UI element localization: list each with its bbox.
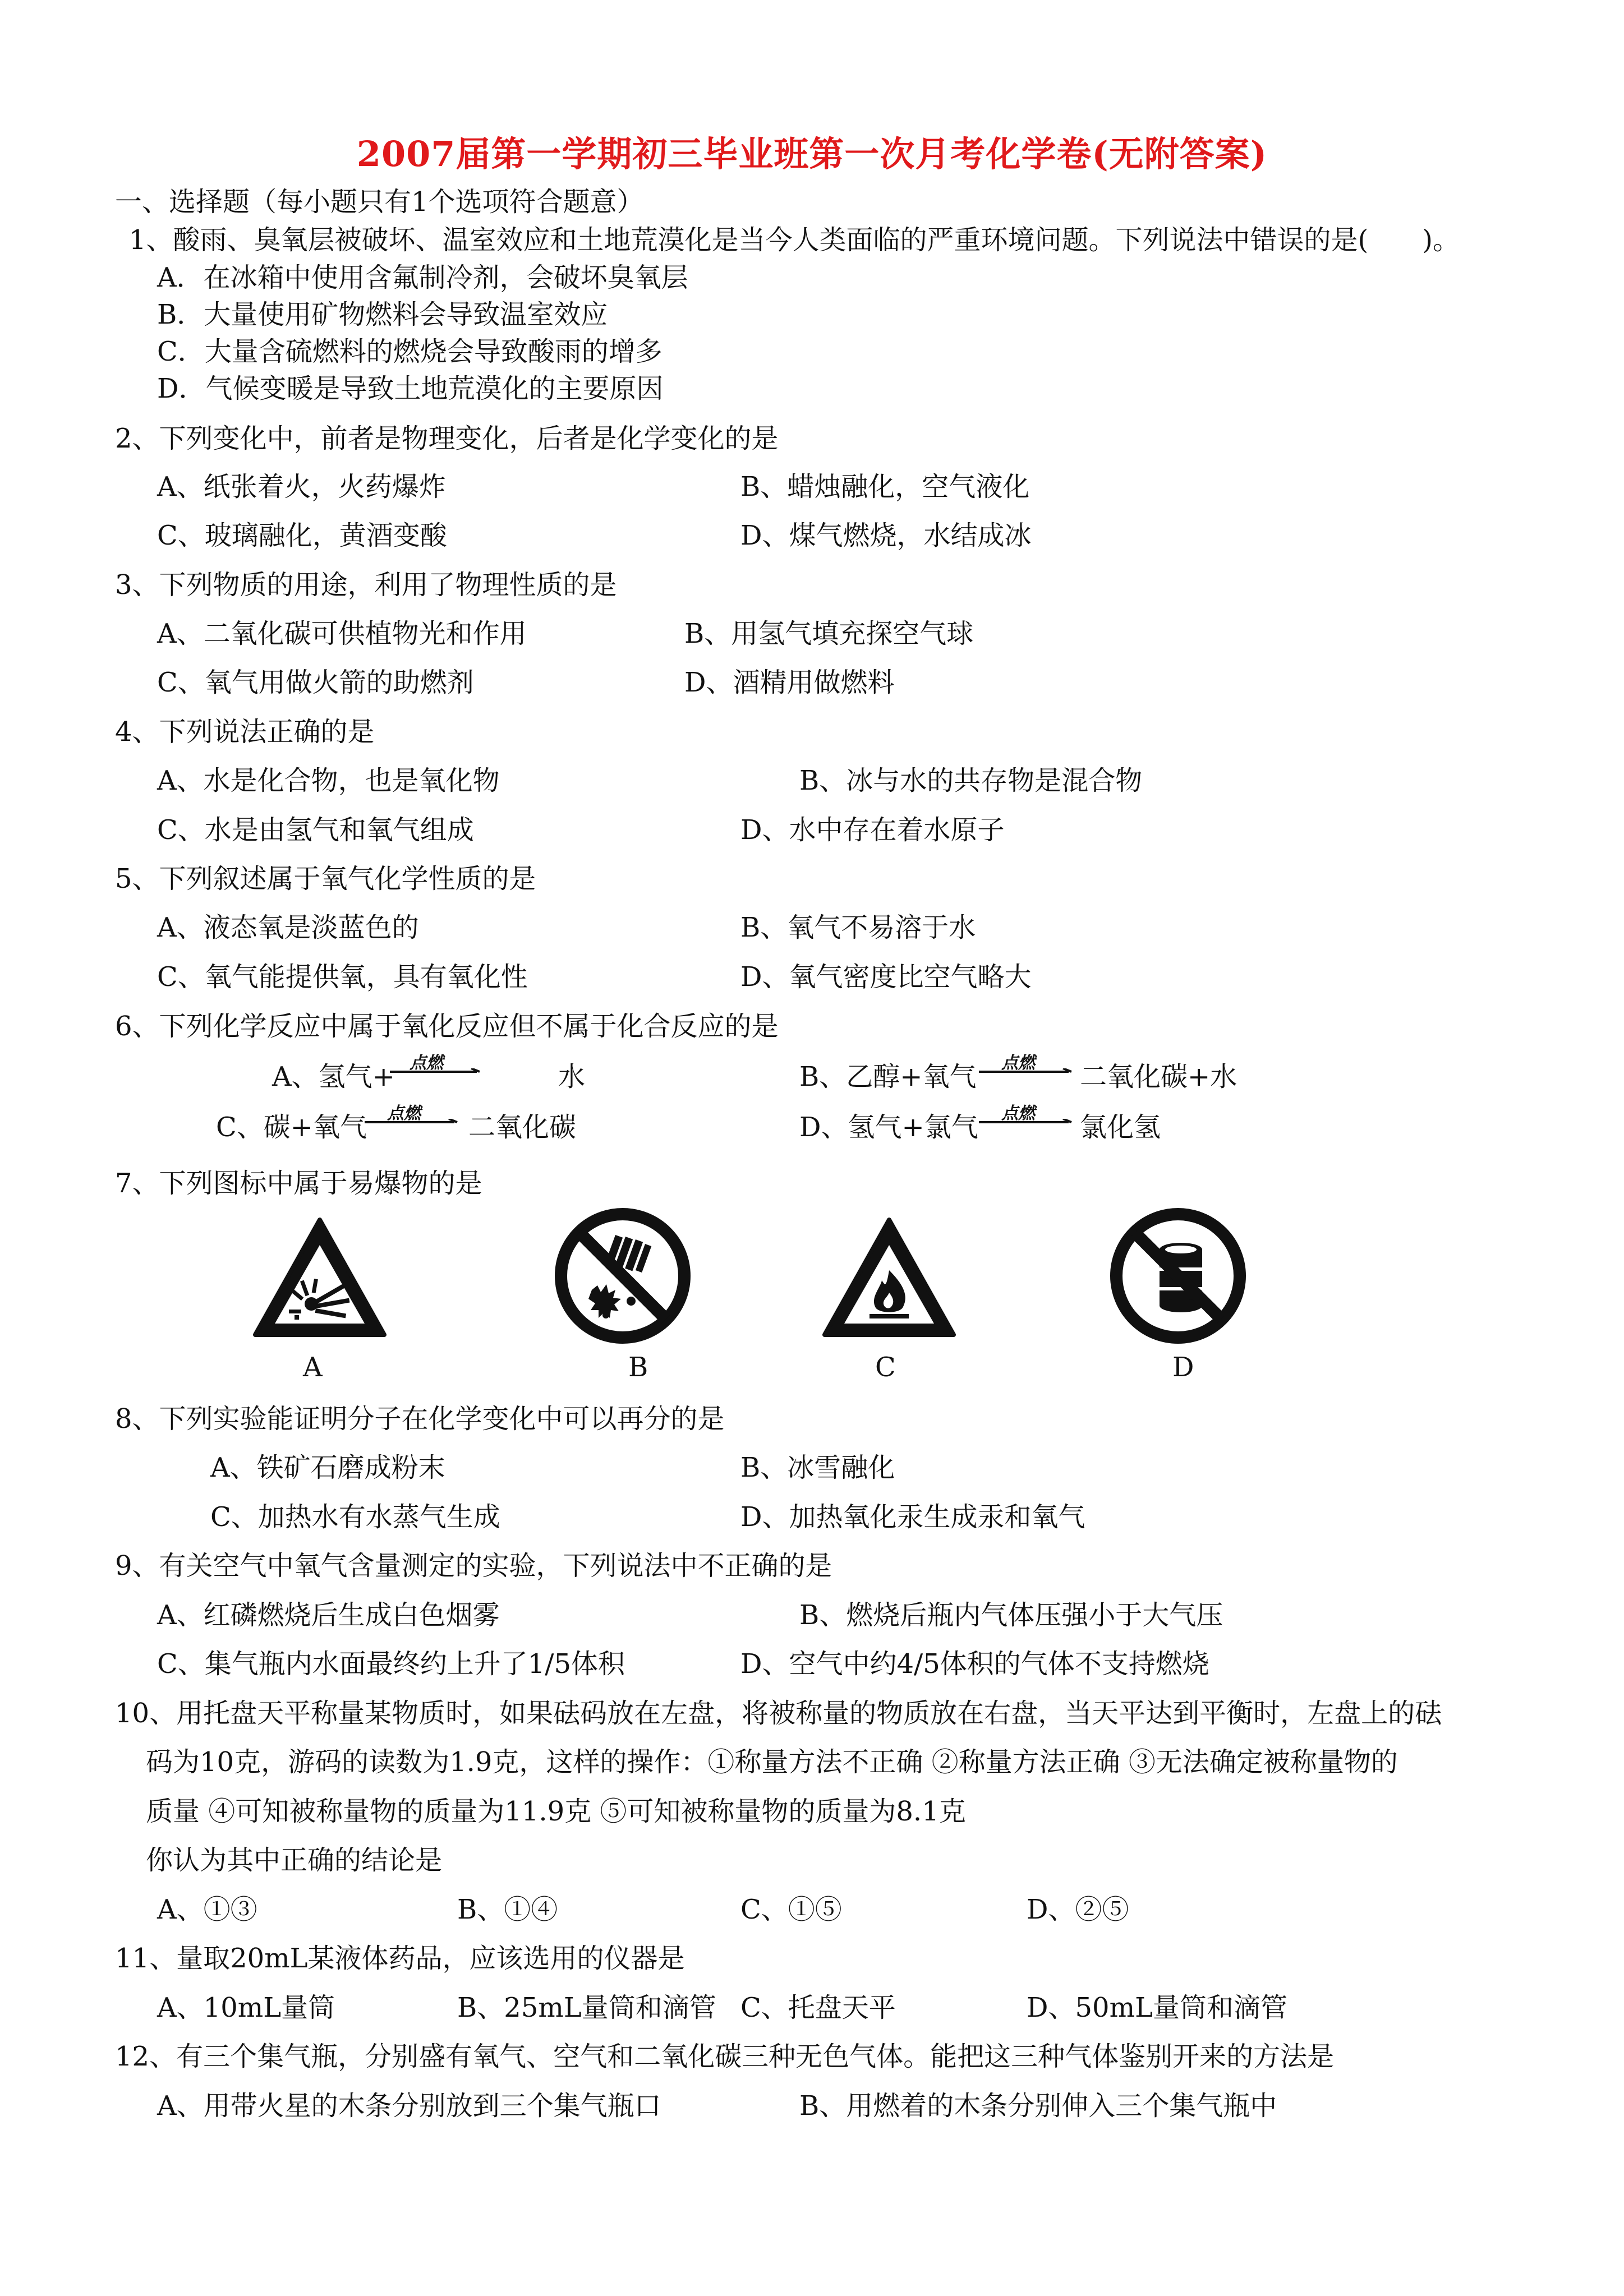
- arrow-icon: [390, 1068, 485, 1080]
- question-3-option-b: B、用氢气填充探空气球: [684, 618, 974, 649]
- question-8-option-b: B、冰雪融化: [740, 1452, 895, 1483]
- question-11-option-d: D、50mL量筒和滴管: [1027, 1992, 1287, 2023]
- question-10-line-1: 10、用托盘天平称量某物质时，如果砝码放在左盘，将被称量的物质放在右盘，当天平达到平衡时，左盘上的砝: [115, 1698, 1442, 1729]
- reaction-arrow-c: [365, 1099, 463, 1133]
- question-2-stem: 2、下列变化中，前者是物理变化，后者是化学变化的是: [115, 423, 779, 454]
- question-5-option-d: D、氧气密度比空气略大: [740, 961, 1032, 993]
- icon-label-c: C: [875, 1352, 896, 1383]
- reaction-condition-d: 点燃: [1001, 1104, 1035, 1123]
- question-4-stem: 4、下列说法正确的是: [115, 716, 375, 748]
- question-1-option-d: D．气候变暖是导致土地荒漠化的主要原因: [157, 373, 664, 404]
- question-4-option-b: B、冰与水的共存物是混合物: [799, 765, 1143, 796]
- explosive-warning-icon: [250, 1214, 390, 1340]
- question-6-option-a-products: 水: [558, 1061, 586, 1092]
- question-7-stem: 7、下列图标中属于易爆物的是: [115, 1168, 482, 1199]
- question-9-stem: 9、有关空气中氧气含量测定的实验，下列说法中不正确的是: [115, 1550, 832, 1582]
- question-8-option-c: C、加热水有水蒸气生成: [210, 1501, 500, 1533]
- question-5-stem: 5、下列叙述属于氧气化学性质的是: [115, 863, 536, 895]
- question-10-option-c: C、①⑤: [740, 1894, 842, 1925]
- reaction-condition-b: 点燃: [1001, 1053, 1035, 1073]
- question-8-option-a: A、铁矿石磨成粉末: [210, 1452, 445, 1483]
- question-6-option-b-products: 二氧化碳+水: [1080, 1061, 1237, 1092]
- question-3-stem: 3、下列物质的用途，利用了物理性质的是: [115, 569, 617, 601]
- question-9-option-a: A、红磷燃烧后生成白色烟雾: [157, 1599, 500, 1631]
- question-11-option-c: C、托盘天平: [740, 1992, 896, 2023]
- question-5-option-b: B、氧气不易溶于水: [740, 912, 976, 943]
- question-8-option-d: D、加热氧化汞生成汞和氧气: [740, 1501, 1085, 1533]
- icon-label-b: B: [628, 1352, 648, 1383]
- question-6-option-d-reactants: D、氢气+氯气: [799, 1112, 978, 1143]
- question-11-option-b: B、25mL量筒和滴管: [457, 1992, 716, 2023]
- question-9-option-c: C、集气瓶内水面最终约上升了1/5体积: [157, 1648, 625, 1680]
- question-4-option-d: D、水中存在着水原子: [740, 814, 1005, 846]
- question-6-option-c-reactants: C、碳+氧气: [216, 1112, 367, 1143]
- arrow-icon: [979, 1068, 1077, 1080]
- question-10-line-4: 你认为其中正确的结论是: [146, 1845, 443, 1876]
- question-6-stem: 6、下列化学反应中属于氧化反应但不属于化合反应的是: [115, 1011, 779, 1042]
- question-12-option-b: B、用燃着的木条分别伸入三个集气瓶中: [799, 2090, 1277, 2122]
- reaction-arrow-a: [390, 1049, 485, 1082]
- question-5-option-a: A、液态氧是淡蓝色的: [157, 912, 419, 943]
- question-5-option-c: C、氧气能提供氧，具有氧化性: [157, 961, 528, 993]
- question-9-option-d: D、空气中约4/5体积的气体不支持燃烧: [740, 1648, 1209, 1680]
- question-4-option-a: A、水是化合物，也是氧化物: [157, 765, 500, 796]
- question-2-option-d: D、煤气燃烧，水结成冰: [740, 520, 1032, 551]
- question-6-option-a-reactants: A、氢气+: [272, 1061, 395, 1092]
- question-6-option-d-products: 氯化氢: [1080, 1112, 1161, 1143]
- question-12-stem: 12、有三个集气瓶，分别盛有氧气、空气和二氧化碳三种无色气体。能把这三种气体鉴别开来的方法是: [115, 2041, 1335, 2072]
- question-3-option-d: D、酒精用做燃料: [684, 667, 895, 698]
- reaction-condition-c: 点燃: [387, 1104, 421, 1123]
- question-8-stem: 8、下列实验能证明分子在化学变化中可以再分的是: [115, 1403, 725, 1435]
- question-11-option-a: A、10mL量筒: [157, 1992, 335, 2023]
- icon-label-d: D: [1172, 1352, 1194, 1383]
- question-3-option-a: A、二氧化碳可供植物光和作用: [157, 618, 527, 649]
- question-6-option-b-reactants: B、乙醇+氧气: [799, 1061, 977, 1092]
- no-fireworks-icon: [553, 1206, 693, 1346]
- question-10-option-b: B、①④: [457, 1894, 558, 1925]
- flammable-warning-icon: [819, 1214, 959, 1340]
- question-11-stem: 11、量取20mL某液体药品，应该选用的仪器是: [115, 1943, 685, 1974]
- question-12-option-a: A、用带火星的木条分别放到三个集气瓶口: [157, 2090, 661, 2122]
- question-10-option-a: A、①③: [157, 1894, 257, 1925]
- question-2-option-b: B、蜡烛融化，空气液化: [740, 471, 1030, 502]
- question-6-option-c-products: 二氧化碳: [468, 1112, 577, 1143]
- question-10-option-d: D、②⑤: [1027, 1894, 1129, 1925]
- question-4-option-c: C、水是由氢气和氧气组成: [157, 814, 474, 846]
- question-2-option-a: A、纸张着火，火药爆炸: [157, 471, 446, 502]
- question-1-stem: 1、酸雨、臭氧层被破坏、温室效应和土地荒漠化是当今人类面临的严重环境问题。下列说法中错误的是( )。: [129, 224, 1460, 256]
- question-1-option-c: C．大量含硫燃料的燃烧会导致酸雨的增多: [157, 336, 663, 367]
- icon-label-a: A: [303, 1352, 323, 1383]
- question-10-line-2: 码为10克，游码的读数为1.9克，这样的操作：①称量方法不正确 ②称量方法正确 ③无法确定被称量物的: [146, 1746, 1398, 1778]
- section-heading: 一、选择题（每小题只有1个选项符合题意）: [115, 186, 644, 218]
- question-3-option-c: C、氧气用做火箭的助燃剂: [157, 667, 474, 698]
- question-1-option-a: A．在冰箱中使用含氟制冷剂，会破坏臭氧层: [157, 262, 688, 293]
- reaction-arrow-d: [979, 1099, 1077, 1133]
- no-oil-barrel-icon: [1108, 1206, 1248, 1346]
- question-1-option-b: B．大量使用矿物燃料会导致温室效应: [157, 299, 608, 330]
- question-10-line-3: 质量 ④可知被称量物的质量为11.9克 ⑤可知被称量物的质量为8.1克: [146, 1796, 966, 1827]
- page-title: 2007届第一学期初三毕业班第一次月考化学卷(无附答案): [356, 133, 1268, 174]
- question-9-option-b: B、燃烧后瓶内气体压强小于大气压: [799, 1599, 1223, 1631]
- reaction-arrow-b: [979, 1049, 1077, 1082]
- arrow-icon: [979, 1119, 1077, 1130]
- arrow-icon: [365, 1119, 463, 1130]
- reaction-condition-a: 点燃: [410, 1053, 443, 1073]
- question-2-option-c: C、玻璃融化，黄酒变酸: [157, 520, 447, 551]
